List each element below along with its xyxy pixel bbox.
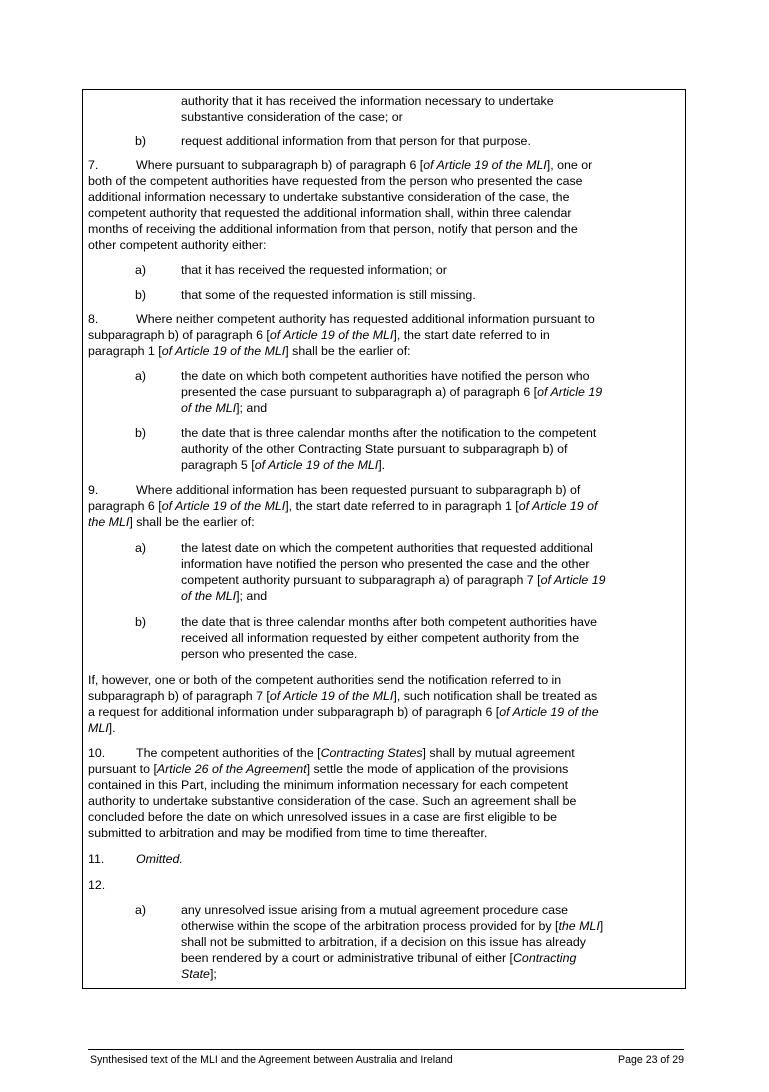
text-line: received all information requested by either competent authority from the (181, 631, 580, 645)
footer-divider (88, 1049, 684, 1050)
text-line: that it has received the requested information; or (181, 263, 447, 277)
text-line: the date on which both competent authorities have notified the person who (181, 369, 590, 383)
footer-document-title: Synthesised text of the MLI and the Agreement between Australia and Ireland (90, 1054, 453, 1066)
text-line: paragraph 1 [of Article 19 of the MLI] shall be the earlier of: (88, 344, 411, 358)
text-line: paragraph 5 [of Article 19 of the MLI]. (181, 458, 386, 472)
text-line: otherwise within the scope of the arbitration process provided for by [the MLI] (181, 919, 604, 933)
text-line: been rendered by a court or administrative tribunal of either [Contracting (181, 951, 577, 965)
text-line: contained in this Part, including the minimum information necessary for each competent (88, 778, 569, 792)
paragraph-number: 9. (88, 483, 99, 497)
item-label: b) (135, 426, 147, 440)
paragraph-number: 10. (88, 746, 106, 760)
text-line: a request for additional information under subparagraph b) of paragraph 6 [of Article 19 of the (88, 705, 599, 719)
text-line: that some of the requested information is still missing. (181, 288, 476, 302)
text-line: concluded before the date on which unresolved issues in a case are first eligible to be (88, 810, 558, 824)
item-label: a) (135, 903, 147, 917)
footer-page-number: Page 23 of 29 (618, 1054, 684, 1066)
text-line: additional information necessary to undertake substantive consideration of the case, the (88, 190, 570, 204)
text-line: State]; (181, 967, 217, 981)
text-line: authority to undertake substantive consideration of the case. Such an agreement shall be (88, 794, 577, 808)
text-line: other competent authority either: (88, 238, 267, 252)
text-line: information have notified the person who presented the case and the other (181, 557, 590, 571)
text-line: Where additional information has been requested pursuant to subparagraph b) of (136, 483, 581, 497)
text-line: the date that is three calendar months after both competent authorities have (181, 615, 598, 629)
item-label: a) (135, 369, 147, 383)
text-line: MLI]. (88, 721, 116, 735)
text-line: Where neither competent authority has requested additional information pursuant to (136, 312, 595, 326)
paragraph-number: 7. (88, 158, 99, 172)
text-line: pursuant to [Article 26 of the Agreement] settle the mode of application of the provisions (88, 762, 569, 776)
text-line: competent authority pursuant to subparagraph a) of paragraph 7 [of Article 19 (181, 573, 606, 587)
text-line: any unresolved issue arising from a mutual agreement procedure case (181, 903, 569, 917)
text-line: person who presented the case. (181, 647, 358, 661)
text-line: authority of the other Contracting State pursuant to subparagraph b) of (181, 442, 568, 456)
text-line: Omitted. (136, 852, 183, 866)
text-line: presented the case pursuant to subparagraph a) of paragraph 6 [of Article 19 (181, 385, 603, 399)
text-line: both of the competent authorities have requested from the person who presented the case (88, 174, 583, 188)
text-line: of the MLI]; and (181, 401, 268, 415)
paragraph-number: 11. (88, 852, 105, 866)
text-line: shall not be submitted to arbitration, if a decision on this issue has already (181, 935, 586, 949)
text-line: paragraph 6 [of Article 19 of the MLI], the start date referred to in paragraph 1 [of Article 19 of (88, 499, 598, 513)
text-line: of the MLI]; and (181, 589, 268, 603)
text-line: If, however, one or both of the competent authorities send the notification referred to in (88, 673, 562, 687)
item-label: b) (135, 134, 147, 148)
text-line: competent authority that requested the additional information shall, within three calendar (88, 206, 572, 220)
item-label: a) (135, 263, 147, 277)
text-line: the latest date on which the competent authorities that requested additional (181, 541, 593, 555)
item-label: a) (135, 541, 147, 555)
text-line: subparagraph b) of paragraph 7 [of Article 19 of the MLI], such notification shall be treated as (88, 689, 598, 703)
text-line: authority that it has received the information necessary to undertake (181, 94, 554, 108)
item-label: b) (135, 615, 147, 629)
text-line: subparagraph b) of paragraph 6 [of Article 19 of the MLI], the start date referred to in (88, 328, 550, 342)
text-line: substantive consideration of the case; or (181, 110, 403, 124)
text-line: request additional information from that person for that purpose. (181, 134, 531, 148)
text-line: Where pursuant to subparagraph b) of paragraph 6 [of Article 19 of the MLI], one or (136, 158, 593, 172)
item-label: b) (135, 288, 147, 302)
paragraph-number: 8. (88, 312, 99, 326)
paragraph-number: 12. (88, 878, 106, 892)
text-line: the date that is three calendar months after the notification to the competent (181, 426, 597, 440)
text-line: months of receiving the additional information from that person, notify that person and the (88, 222, 578, 236)
text-line: submitted to arbitration and may be modified from time to time thereafter. (88, 826, 488, 840)
text-line: The competent authorities of the [Contracting States] shall by mutual agreement (136, 746, 575, 760)
text-line: the MLI] shall be the earlier of: (88, 515, 255, 529)
